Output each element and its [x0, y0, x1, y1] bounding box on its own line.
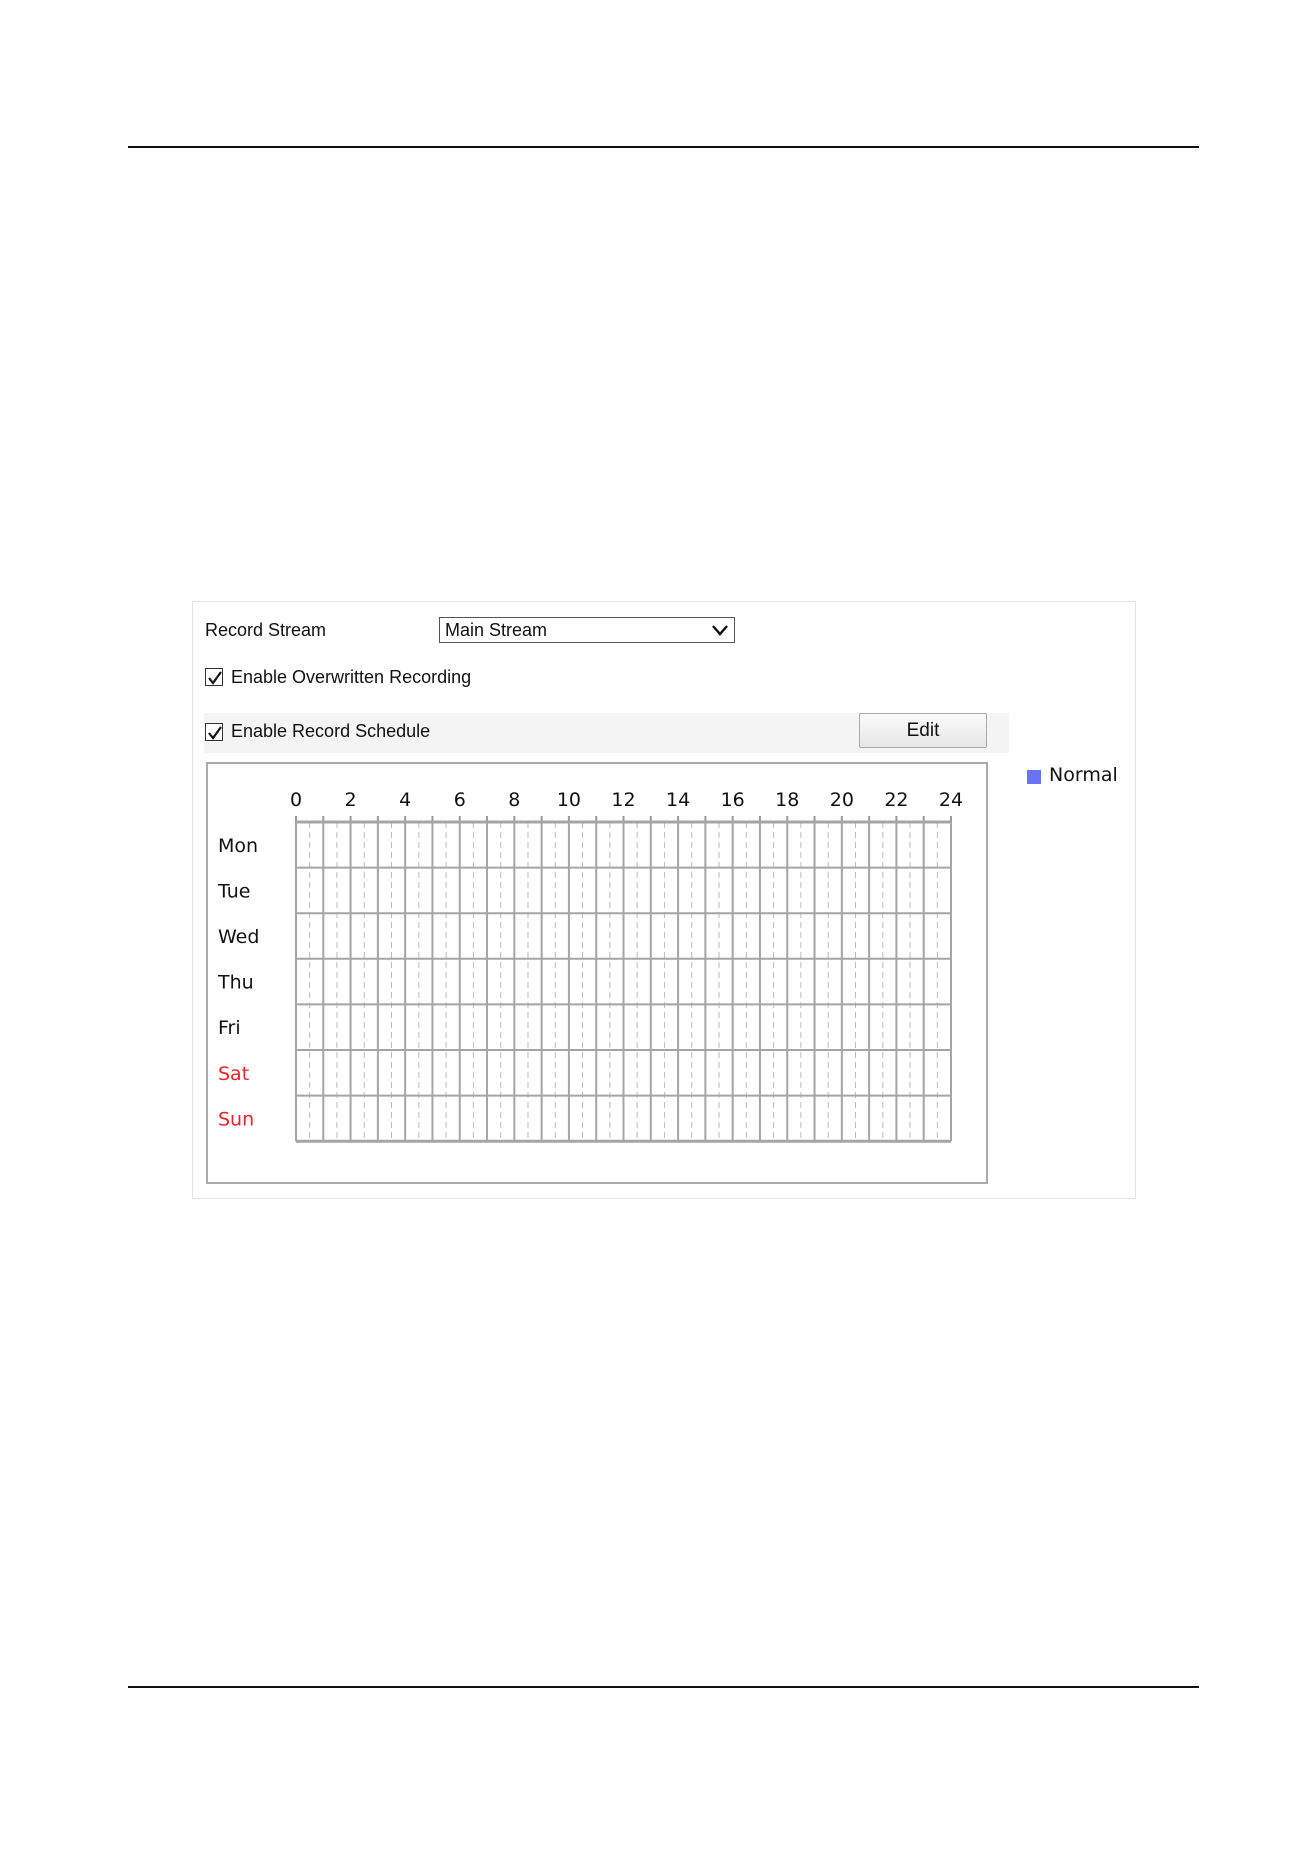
hour-label: 12: [611, 789, 636, 811]
schedule-grid-box: [206, 762, 988, 1184]
hour-label: 18: [775, 789, 800, 811]
day-label-mon: Mon: [218, 834, 259, 857]
hour-label: 22: [884, 789, 909, 811]
checkmark-icon: [206, 669, 224, 687]
hour-label: 2: [344, 789, 357, 811]
schedule-checkbox[interactable]: [205, 723, 223, 741]
hour-label: 8: [508, 789, 521, 811]
hour-label: 14: [665, 789, 691, 811]
record-stream-label: Record Stream: [205, 620, 327, 640]
hour-label: 16: [720, 789, 745, 811]
record-stream-select[interactable]: [439, 617, 735, 643]
day-label-sat: Sat: [218, 1062, 250, 1085]
hour-label: 4: [399, 789, 412, 811]
checkmark-icon: [206, 724, 224, 742]
header-rule: [128, 146, 1199, 148]
hour-label: 6: [453, 789, 466, 811]
footer-rule: [128, 1686, 1199, 1688]
record-stream-value: Main Stream: [445, 620, 548, 640]
edit-button[interactable]: Edit: [859, 713, 987, 748]
day-label-wed: Wed: [218, 926, 260, 948]
day-label-sun: Sun: [218, 1108, 255, 1131]
day-label-thu: Thu: [218, 971, 254, 994]
legend-label-normal: Normal: [1049, 764, 1118, 786]
day-label-fri: Fri: [218, 1017, 241, 1040]
overwrite-checkbox[interactable]: [205, 668, 223, 686]
day-label-tue: Tue: [218, 880, 251, 903]
hour-label: 20: [829, 789, 854, 811]
chevron-down-icon: [710, 620, 730, 640]
schedule-label: Enable Record Schedule: [231, 721, 431, 741]
hour-label: 0: [289, 789, 303, 811]
record-settings-panel: [192, 601, 1136, 1199]
hour-label: 24: [938, 789, 964, 811]
hour-label: 10: [556, 789, 582, 811]
legend-swatch-normal: [1027, 770, 1041, 784]
schedule-grid[interactable]: [208, 764, 986, 1182]
overwrite-label: Enable Overwritten Recording: [231, 667, 472, 687]
